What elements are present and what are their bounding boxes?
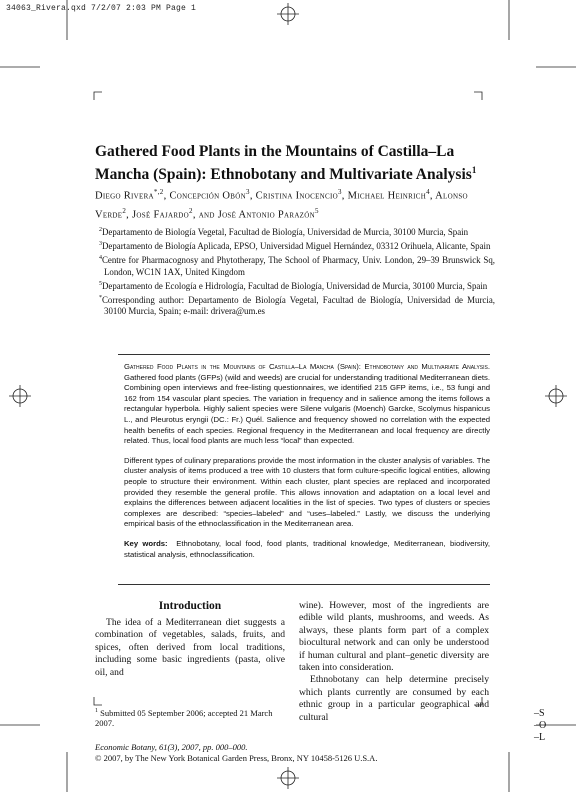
abstract-paragraph-1: Gathered Food Plants in the Mountains of Castilla–La Mancha (Spain): Ethnobotany and Multivariate Analysis. Gathered food plants (GFPs) (wild and weeds) are crucial for understanding traditional Mediterranean diets. Combining open interviews and free-listing questionnaires, we identified 215 GFP items, i.e., 53 fungi and 162 from 154 vascular plant species. The variation in frequency and in salience among the items follows a rectangular hyperbola. Highly salient species were Silene vulgaris (Moench) Garcke, Scolymus hispanicus L., and Pleurotus eryngii (DC.: Fr.) Quél. Salience and frequency showed no correlation with the expected health benefits of each species. Regional frequency in the Mediterranean and local frequency are directly related. Thus, local food plants are much less “local” than expected. xyxy=(124,362,490,446)
body-paragraph: wine). However, most of the ingredients are edible wild plants, mushrooms, and weeds. As always, these plants form part of a complex biocultural network and can only be understood if human cultural and plant–genetic diversity are taken into consideration. xyxy=(299,600,489,674)
body-column-right xyxy=(299,600,489,724)
affiliation: $^2$Departamento de Biología Vegetal, Facultad de Biología, Universidad de Murcia, 30100 Murcia, Spain xyxy=(99,226,469,237)
body-paragraph: Ethnobotany can help determine precisely which plants currently are consumed by each ethnic group in a particular geographical and cultural xyxy=(299,674,489,723)
body-paragraph: The idea of a Mediterranean diet suggests a combination of vegetables, salads, fruits, and spices, often derived from local traditions, including some basic ingredients (pasta, olive oil, and xyxy=(95,617,285,678)
author-affiliation-marker: 5 xyxy=(314,206,319,215)
abstract xyxy=(124,362,490,569)
author-name: Concepción Obón xyxy=(169,190,246,202)
margin-mark: –O xyxy=(534,720,547,731)
author-separator: , xyxy=(249,190,256,202)
author-name: José Fajardo xyxy=(132,209,190,220)
affiliations xyxy=(95,225,495,318)
affiliation: *Corresponding author: Departamento de Biología Vegetal, Facultad de Biología, Universidad de Murcia, 30100 Murcia, Spain; e-mail: drivera@um.es xyxy=(99,294,495,317)
author-separator: , xyxy=(429,190,436,202)
author-affiliation-marker: 3 xyxy=(246,188,250,196)
author-name: Alonso Verde xyxy=(95,190,468,220)
key-words: Key words: Ethnobotany, local food, food plants, traditional knowledge, Mediterranean, biodiversity, statistical analysis, ethnoclassification. xyxy=(124,538,490,559)
author-separator: , xyxy=(341,190,348,202)
file-slug: 34063_Rivera.qxd 7/2/07 2:03 PM Page 1 xyxy=(6,4,197,13)
section-heading-introduction: Introduction xyxy=(158,600,222,612)
abstract-paragraph-2: Different types of culinary preparations provide the most information in the cluster analysis of variables. The cluster analysis of items produced a tree with 10 clusters that form culture-specific logical entities, allowing people to structure their environment. Within each cluster, plant species are replaced and incorporated provided they resemble the general profile. This allows innovation and adaptation on a local level and explains the differences between adjacent localities in the list of species. Two types of clusters or species complexes are described: “species–labeled” and “uses–labeled.” Lastly, we discuss the underlying empirical basis of the ethnoclassification in the Mediterranean area. xyxy=(124,455,490,529)
author-affiliation-marker: 2 xyxy=(189,206,193,215)
footnote: $^1$ Submitted 05 September 2006; accepted 21 March 2007. xyxy=(95,707,273,729)
abstract-top-rule xyxy=(118,354,490,355)
margin-mark: –L xyxy=(534,732,546,743)
copyright-line: © 2007, by The New York Botanical Garden Press, Bronx, NY 10458-5126 U.S.A. xyxy=(95,752,378,763)
abstract-heading: Gathered Food Plants in the Mountains of Castilla–La Mancha (Spain): Ethnobotany and Multivariate Analysis. xyxy=(124,362,490,371)
author-affiliation-marker: 4 xyxy=(426,188,430,196)
author-name: José Antonio Parazón xyxy=(217,209,315,220)
journal-info xyxy=(95,742,455,763)
author-separator: , xyxy=(163,190,170,202)
journal-citation: Economic Botany, 61(3), 2007, pp. 000–000. xyxy=(95,742,248,752)
affiliation: $^4$Centre for Pharmacognosy and Phytotherapy, The School of Pharmacy, Univ. London, 29–39 Brunswick Sq, London, WC1N 1AX, United Kingdom xyxy=(99,255,495,277)
author-name: Michael Heinrich xyxy=(347,190,427,202)
abstract-bottom-rule xyxy=(118,584,490,585)
body-column-left xyxy=(95,617,285,679)
author-separator: , xyxy=(126,209,133,220)
margin-mark: –S xyxy=(534,708,545,719)
author-name: Cristina Inocencio xyxy=(255,190,338,202)
author-affiliation-marker: *,2 xyxy=(153,188,164,196)
affiliation: $^5$Departamento de Ecología e Hidrología, Facultad de Biología, Universidad de Murcia, 30100 Murcia, Spain xyxy=(99,280,488,291)
author-affiliation-marker: 2 xyxy=(122,206,127,215)
author-name: Diego Rivera xyxy=(95,190,154,202)
affiliation: $^3$Departamento de Biología Aplicada, EPSO, Universidad Miguel Hernández, 03312 Orihuela, Alicante, Spain xyxy=(99,241,491,252)
article-title: Gathered Food Plants in the Mountains of Castilla–La Mancha (Spain): Ethnobotany and Multivariate Analysis$^1$ xyxy=(95,143,477,184)
author-affiliation-marker: 3 xyxy=(337,188,342,196)
margin-marks xyxy=(534,708,546,744)
author-list xyxy=(95,185,495,222)
author-separator: , and xyxy=(192,209,218,220)
